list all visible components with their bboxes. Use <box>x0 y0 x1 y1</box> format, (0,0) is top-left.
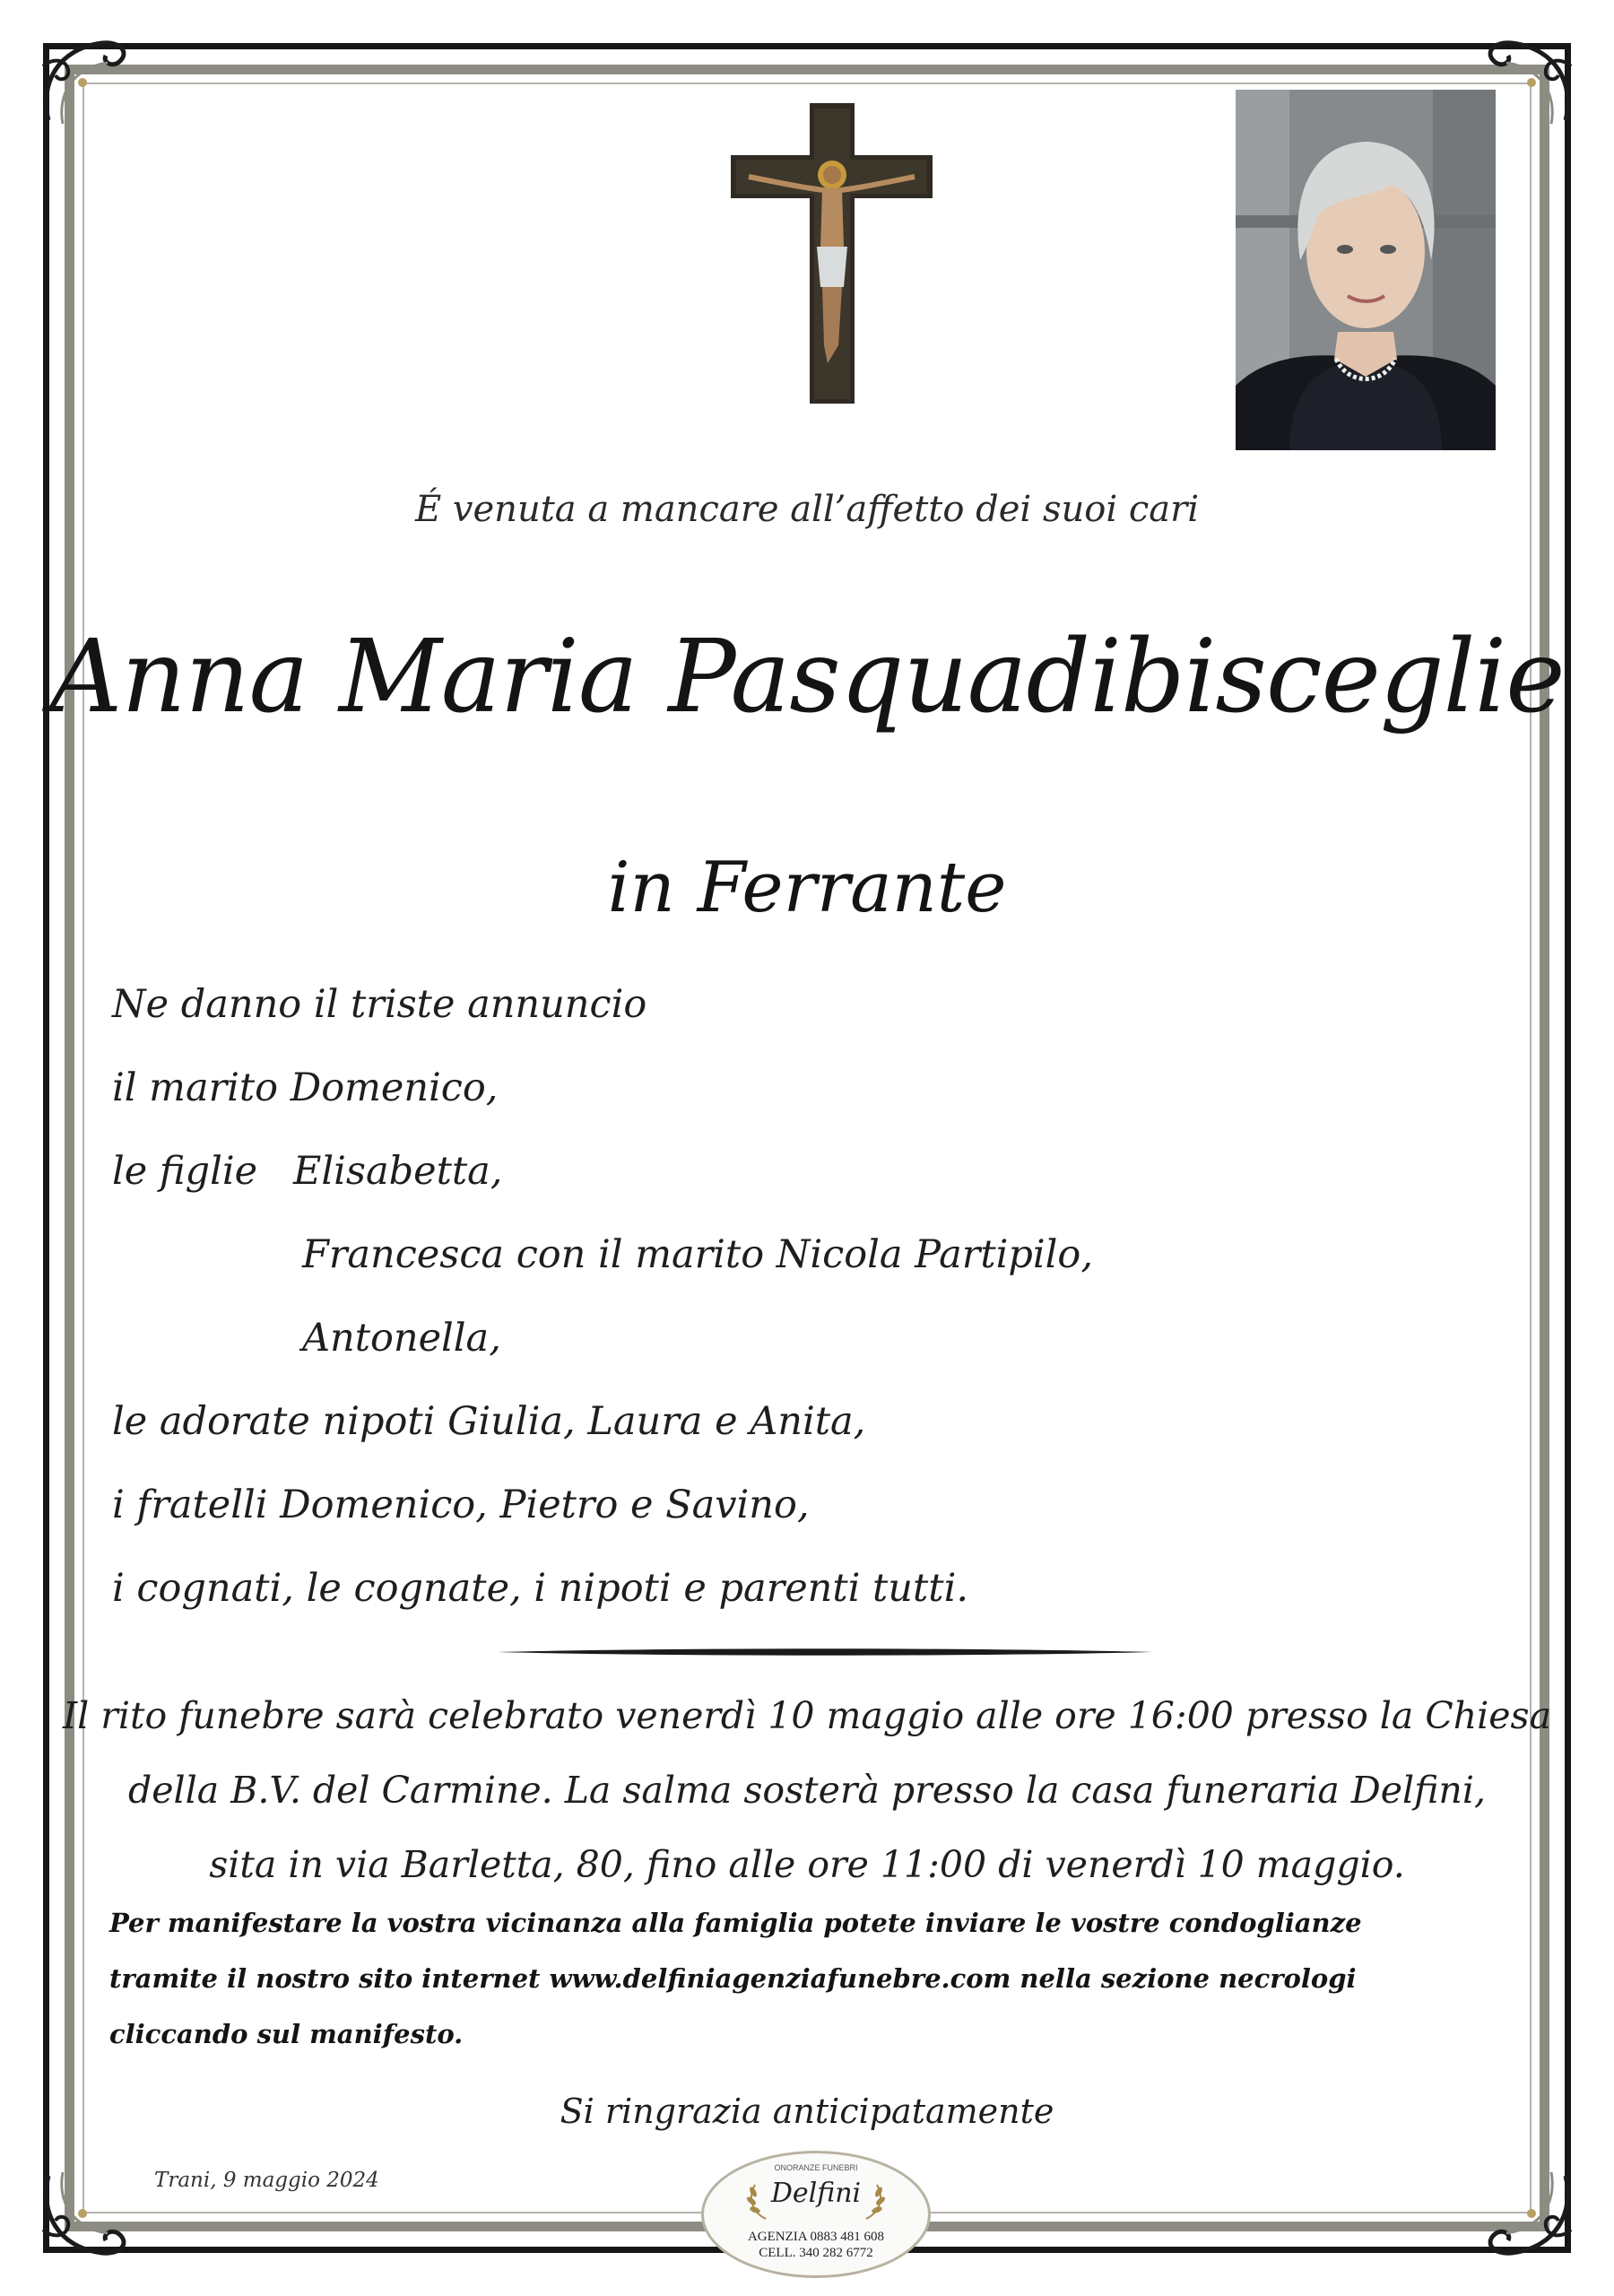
corner-ornament-icon <box>30 30 138 138</box>
condolences-line: Per manifestare la vostra vicinanza alla famiglia potete inviare le vostre condoglianze <box>109 1908 1362 1938</box>
family-line: Antonella, <box>302 1316 501 1361</box>
daughters-label: le figlie <box>112 1149 258 1194</box>
corner-ornament-icon <box>30 2158 138 2266</box>
thanks-text: Si ringrazia anticipatamente <box>560 2092 1054 2131</box>
logo-brand: Delfini <box>770 2178 862 2209</box>
place-date: Trani, 9 maggio 2024 <box>154 2169 379 2192</box>
rite-line: della B.V. del Carmine. La salma sosterà presso la casa funeraria Delfini, <box>128 1769 1486 1812</box>
family-line: i fratelli Domenico, Pietro e Savino, <box>112 1483 810 1527</box>
logo-cell-phone: CELL. 340 282 6772 <box>759 2246 873 2260</box>
condolences-notice <box>109 1903 1508 2070</box>
family-line <box>112 1140 1457 1223</box>
family-announcement <box>112 973 1457 1640</box>
rite-line: sita in via Barletta, 80, fino alle ore 11:00 di venerdì 10 maggio. <box>209 1843 1405 1886</box>
corner-ornament-icon <box>1476 2158 1584 2266</box>
logo-small-text: ONORANZE FUNEBRI <box>774 2163 858 2172</box>
logo-agency-phone: AGENZIA 0883 481 608 <box>747 2230 885 2244</box>
laurel-icon <box>861 2181 888 2221</box>
crucifix-icon <box>731 103 933 404</box>
family-line: i cognati, le cognate, i nipoti e parenti tutti. <box>112 1566 968 1611</box>
deceased-portrait-photo <box>1236 90 1496 450</box>
intro-text: É venuta a mancare all’affetto dei suoi cari <box>415 489 1199 530</box>
condolences-line: tramite il nostro sito internet www.delfiniagenziafunebre.com nella sezione necrologi <box>109 1963 1357 1994</box>
family-line: Francesca con il marito Nicola Partipilo, <box>302 1232 1093 1277</box>
daughter-name: Elisabetta, <box>293 1149 503 1194</box>
deceased-name: Anna Maria Pasquadibisceglie <box>49 619 1565 735</box>
family-line: le adorate nipoti Giulia, Laura e Anita, <box>112 1399 866 1444</box>
married-name: in Ferrante <box>607 848 1007 928</box>
section-divider <box>498 1647 1152 1657</box>
rite-line: Il rito funebre sarà celebrato venerdì 10 maggio alle ore 16:00 presso la Chiesa <box>62 1694 1552 1737</box>
condolences-line: cliccando sul manifesto. <box>109 2019 464 2049</box>
funeral-agency-logo <box>701 2151 931 2278</box>
funeral-rite-details <box>0 1686 1614 1909</box>
family-line: il marito Domenico, <box>112 1065 499 1110</box>
family-line: Ne danno il triste annuncio <box>112 982 647 1027</box>
